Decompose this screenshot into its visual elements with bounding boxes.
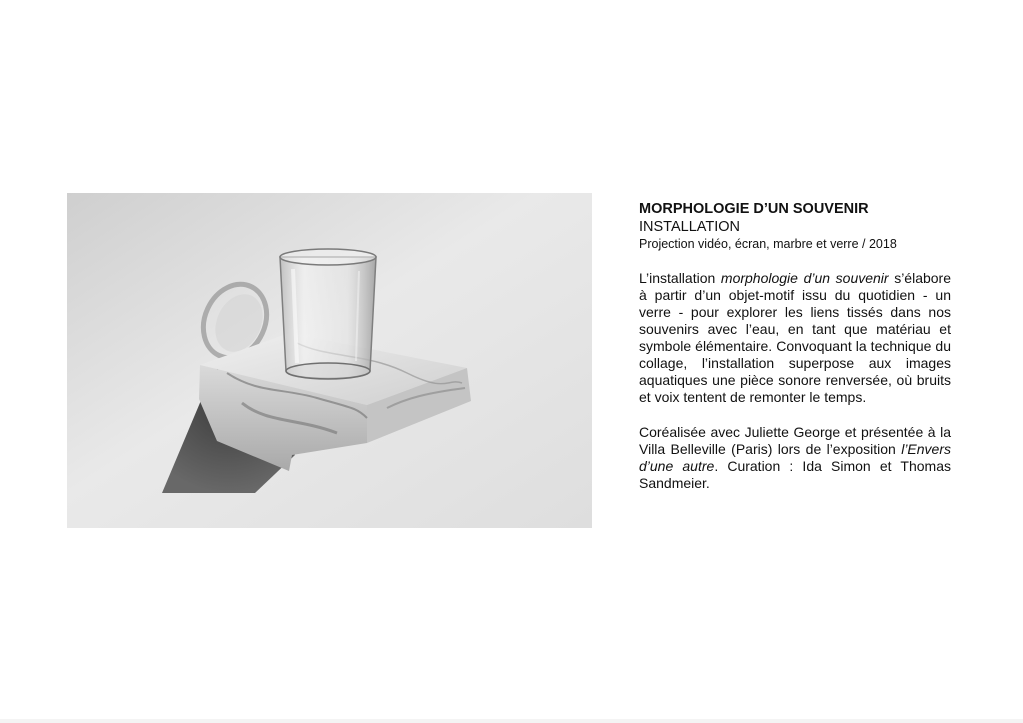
artwork-title: MORPHOLOGIE D’UN SOUVENIR xyxy=(639,201,869,217)
artwork-description-column xyxy=(639,200,951,492)
description-p2-after: . Curation : Ida Simon et Thomas Sandmeier. xyxy=(639,458,951,491)
description-p1-before: L’installation xyxy=(639,270,721,286)
description-p1-italic: morphologie d’un souvenir xyxy=(720,270,889,286)
page-bottom-edge xyxy=(0,719,1023,723)
description-p1-after: s’élabore à partir d’un objet-motif issu du quotidien - un verre - pour explorer les liens tissés dans nos souvenirs avec l’eau, en tant que matériau et symbole élémentaire. Convoquant la technique du collage, l’installation superpose aux images aquatiques une pièce sonore renversée, où bruits et voix tentent de remonter le temps. xyxy=(639,270,952,405)
description-paragraph-2 xyxy=(639,424,951,492)
description-paragraph-1 xyxy=(639,270,951,406)
description-p2-before: Coréalisée avec Juliette George et présentée à la Villa Belleville (Paris) lors de l’exposition xyxy=(639,424,951,457)
artwork-category: INSTALLATION xyxy=(639,219,740,235)
artwork-details: Projection vidéo, écran, marbre et verre / 2018 xyxy=(639,237,897,251)
description-p2-italic: l’Envers d’une autre xyxy=(639,441,951,474)
artwork-photo-illustration xyxy=(67,193,592,528)
artwork-photo xyxy=(67,193,592,528)
glass-rim xyxy=(280,249,376,265)
